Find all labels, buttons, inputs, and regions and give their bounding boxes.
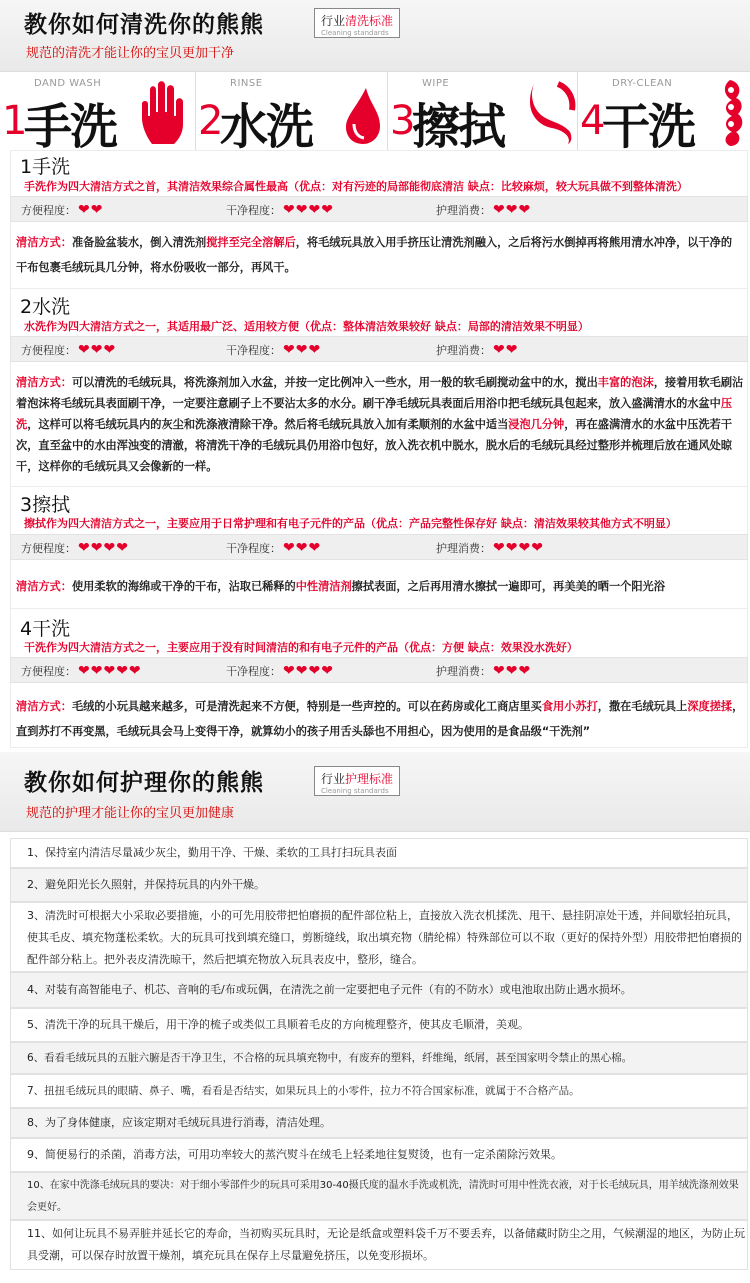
water-drop-icon <box>344 86 382 146</box>
rating-cleanliness: 干净程度： ❤❤❤❤ <box>226 663 334 679</box>
care-item: 3、清洗时可根据大小采取必要措施，小的可先用胶带把怕磨损的配件部位粘上，直接放入洗衣机揉洗、甩干、悬挂阴凉处干透，并间歇轻拍玩具，使其毛皮、填充物蓬松柔软。大的玩具可找到填充缝口，剪断缝线，取出填充物（腈纶棉）特殊部位可以不取（更好的保持外型）用胶带把怕磨损的配件部分粘上。把外表皮清洗晾干，然后把填充物放入玩具表皮中，整形，缝合。 <box>10 902 748 972</box>
care-badge <box>314 766 400 796</box>
care-item: 1、保持室内清洁尽量减少灰尘，勤用干净、干燥、柔软的工具打扫玩具表面 <box>10 838 748 868</box>
rating-row <box>10 196 748 222</box>
heart-icons: ❤❤❤ <box>493 663 532 679</box>
care-header <box>0 752 750 832</box>
wipe-icon <box>528 80 576 146</box>
rating-care-cost: 护理消费： ❤❤ <box>436 342 519 358</box>
heart-icons: ❤❤ <box>78 202 104 218</box>
method-name: 水洗 <box>220 99 313 155</box>
heart-icons: ❤❤❤ <box>283 540 322 556</box>
method-name: 手洗 <box>24 99 117 155</box>
method-number: 2 <box>198 98 224 144</box>
care-item: 8、为了身体健康，应该定期对毛绒玩具进行消毒，清洁处理。 <box>10 1108 748 1138</box>
badge-english: Cleaning standards <box>321 787 389 795</box>
heart-icons: ❤❤❤ <box>283 342 322 358</box>
section-title: 4干洗 <box>20 618 71 640</box>
section-description: 擦拭作为四大清洁方式之一，主要应用于日常护理和有电子元件的产品（优点：产品完整性保存好 缺点：清洁效果较其他方式不明显） <box>24 517 677 530</box>
cleaning-header <box>0 0 750 72</box>
cleaning-badge <box>314 8 400 38</box>
method-rinse <box>196 72 388 155</box>
section-title: 1手洗 <box>20 156 71 178</box>
rating-care-cost: 护理消费： ❤❤❤❤ <box>436 540 544 556</box>
care-item: 5、清洗干净的玩具干燥后，用干净的梳子或类似工具顺着毛皮的方向梳理整齐，使其皮毛顺滑，美观。 <box>10 1008 748 1042</box>
method-name: 擦拭 <box>412 99 505 155</box>
badge-red-text: 护理标准 <box>345 772 394 786</box>
heart-icons: ❤❤❤❤ <box>493 540 544 556</box>
method-number: 1 <box>2 98 28 144</box>
methods-banner <box>0 72 750 155</box>
method-en-label: WIPE <box>422 78 450 89</box>
cleaning-title: 教你如何清洗你的熊熊 <box>24 12 264 38</box>
badge-prefix: 行业 <box>321 772 346 786</box>
rating-cleanliness: 干净程度： ❤❤❤❤ <box>226 202 334 218</box>
care-item: 11、如何让玩具不易弄脏并延长它的寿命，当初购买玩具时，无论是纸盒或塑料袋千万不要丢弃，以备储藏时防尘之用，气候潮湿的地区，为防止玩具受潮，可以保存时放置干燥剂，填充玩具在保存上尽量避免挤压，以免变形损坏。 <box>10 1220 748 1270</box>
rating-row <box>10 336 748 362</box>
care-subtitle: 规范的护理才能让你的宝贝更加健康 <box>26 806 235 821</box>
method-number: 4 <box>580 98 606 144</box>
rating-cleanliness: 干净程度： ❤❤❤ <box>226 540 322 556</box>
badge-prefix: 行业 <box>321 14 346 28</box>
section-description: 手洗作为四大清洁方式之首，其清洁效果综合属性最高（优点：对有污迹的局部能彻底清洁 缺点：比较麻烦，较大玩具做不到整体清洗） <box>24 180 688 193</box>
rating-cleanliness: 干净程度： ❤❤❤ <box>226 342 322 358</box>
method-en-label: DAND WASH <box>34 78 102 89</box>
cleaning-subtitle: 规范的清洗才能让你的宝贝更加干净 <box>26 46 235 61</box>
badge-english: Cleaning standards <box>321 29 389 37</box>
section-description: 水洗作为四大清洁方式之一，其适用最广泛、适用较方便（优点：整体清洁效果较好 缺点：局部的清洁效果不明显） <box>24 320 589 333</box>
heart-icons: ❤❤❤ <box>78 342 117 358</box>
care-item: 9、简便易行的杀菌，消毒方法，可用功率较大的蒸汽熨斗在绒毛上轻柔地往复熨烫，也有一定杀菌除污效果。 <box>10 1138 748 1172</box>
method-en-label: RINSE <box>230 78 263 89</box>
method-paragraph: 清洁方式：可以清洗的毛绒玩具，将洗涤剂加入水盆，并按一定比例冲入一些水，用一般的软毛刷搅动盆中的水，搅出丰富的泡沫，接着用软毛刷沾着泡沫将毛绒玩具表面刷干净，一定要注意刷子上不要沾太多的水分。刷干净毛绒玩具表面后用浴巾把毛绒玩具包起来，放入盛满清水的水盆中压洗，这样可以将毛绒玩具内的灰尘和洗涤液清除干净。然后将毛绒玩具放入加有柔顺剂的水盆中适当浸泡几分钟，再在盛满清水的水盆中压洗若干次，直至盆中的水由浑浊变的清澈，将清洗干净的毛绒玩具仍用浴巾包好，放入洗衣机中脱水，脱水后的毛绒玩具经过整形并梳理后放在通风处晾干，这样你的毛绒玩具又会像新的一样。 <box>16 376 744 473</box>
method-paragraph: 清洁方式：准备脸盆装水，倒入清洗剂搅拌至完全溶解后，将毛绒玩具放入用手挤压让清洗剂融入，之后将污水倒掉再将熊用清水冲净，以干净的干布包裹毛绒玩具几分钟，将水份吸收一部分，再风干。 <box>16 236 733 274</box>
method-wipe <box>388 72 578 155</box>
rating-convenience: 方便程度： ❤❤❤❤ <box>21 540 129 556</box>
section-title: 3擦拭 <box>20 494 71 516</box>
method-dry-clean <box>578 72 750 155</box>
heart-icons: ❤❤ <box>493 342 519 358</box>
rating-convenience: 方便程度： ❤❤❤ <box>21 342 117 358</box>
method-paragraph: 清洁方式：毛绒的小玩具越来越多，可是清洗起来不方便，特别是一些声控的。可以在药房或化工商店里买食用小苏打，撒在毛绒玩具上深度搓揉，直到苏打不再变黑，毛绒玩具会马上变得干净，就算幼小的孩子用舌头舔也不用担心，因为使用的是食品级“干洗剂” <box>16 700 744 738</box>
care-item: 2、避免阳光长久照射，并保持玩具的内外干燥。 <box>10 868 748 902</box>
heart-icons: ❤❤❤ <box>493 202 532 218</box>
heart-icons: ❤❤❤❤ <box>283 663 334 679</box>
rating-convenience: 方便程度： ❤❤ <box>21 202 104 218</box>
hand-icon <box>138 80 190 146</box>
method-name: 干洗 <box>602 99 695 155</box>
badge-red-text: 清洗标准 <box>345 14 394 28</box>
dry-clean-icon <box>712 78 746 148</box>
rating-row <box>10 534 748 560</box>
method-paragraph: 清洁方式：使用柔软的海绵或干净的干布，沾取已稀释的中性清洁剂擦拭表面，之后再用清水擦拭一遍即可，再美美的晒一个阳光浴 <box>16 580 665 593</box>
section-description: 干洗作为四大清洁方式之一，主要应用于没有时间清洁的和有电子元件的产品（优点：方便 缺点：效果没水洗好） <box>24 641 578 654</box>
rating-row <box>10 657 748 683</box>
care-item: 7、扭扭毛绒玩具的眼睛、鼻子、嘴，看看是否结实，如果玩具上的小零件，拉力不符合国家标准，就属于不合格产品。 <box>10 1074 748 1108</box>
rating-care-cost: 护理消费： ❤❤❤ <box>436 202 532 218</box>
rating-care-cost: 护理消费： ❤❤❤ <box>436 663 532 679</box>
method-en-label: DRY-CLEAN <box>612 78 673 89</box>
heart-icons: ❤❤❤❤ <box>78 540 129 556</box>
care-item: 4、对装有高智能电子、机芯、音响的毛/布或玩偶，在清洗之前一定要把电子元件（有的不防水）或电池取出防止遇水损坏。 <box>10 972 748 1008</box>
heart-icons: ❤❤❤❤ <box>283 202 334 218</box>
care-item: 6、看看毛绒玩具的五脏六腑是否干净卫生，不合格的玩具填充物中，有废弃的塑料，纤维绳，纸屑，甚至国家明令禁止的黑心棉。 <box>10 1042 748 1074</box>
method-hand-wash <box>0 72 196 155</box>
heart-icons: ❤❤❤❤❤ <box>78 663 142 679</box>
section-title: 2水洗 <box>20 296 71 318</box>
care-title: 教你如何护理你的熊熊 <box>24 770 264 796</box>
rating-convenience: 方便程度： ❤❤❤❤❤ <box>21 663 142 679</box>
care-item: 10、在家中洗涤毛绒玩具的要决：对于细小零部件少的玩具可采用30-40摄氏度的温水手洗或机洗，清洗时可用中性洗衣液，对于长毛绒玩具，用羊绒洗涤剂效果会更好。 <box>10 1172 748 1220</box>
method-number: 3 <box>390 98 416 144</box>
